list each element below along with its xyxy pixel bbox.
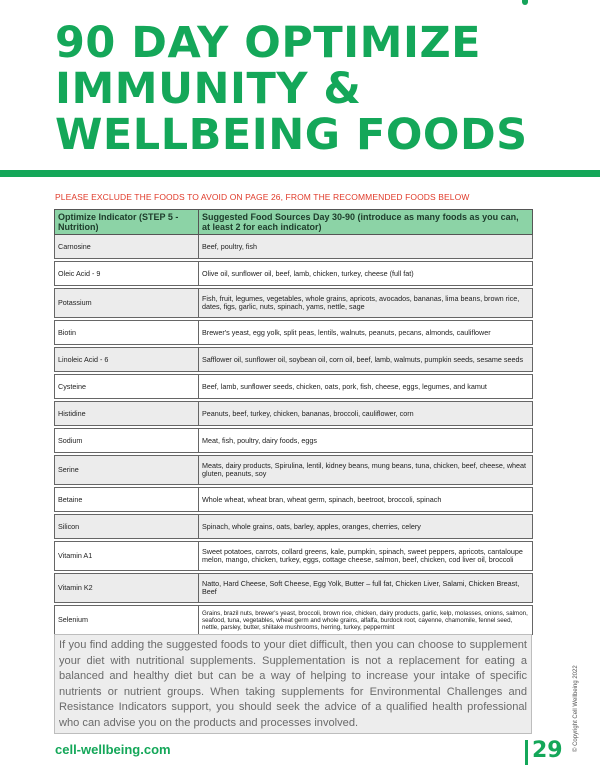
indicator-cell: Cysteine	[55, 375, 199, 399]
indicator-cell: Potassium	[55, 289, 199, 318]
table-row	[55, 262, 533, 286]
foods-cell: Whole wheat, wheat bran, wheat germ, spinach, beetroot, broccoli, spinach	[199, 488, 533, 512]
foods-cell: Brewer's yeast, egg yolk, split peas, lentils, walnuts, peanuts, pecans, almonds, cauliflower	[199, 321, 533, 345]
page-title: 90 DAY OPTIMIZE IMMUNITY & WELLBEING FOODS	[55, 18, 528, 160]
table-row	[55, 429, 533, 453]
foods-cell: Sweet potatoes, carrots, collard greens, kale, pumpkin, spinach, sweet peppers, apricots, cantaloupe melon, mango, chicken, turkey, eggs, cottage cheese, salmon, beef, chicken, cod liver oil, broccoli	[199, 542, 533, 571]
foods-cell: Beef, poultry, fish	[199, 235, 533, 259]
indicator-cell: Silicon	[55, 515, 199, 539]
corner-brand-mark	[522, 0, 528, 5]
foods-cell: Fish, fruit, legumes, vegetables, whole grains, apricots, avocados, bananas, lima beans, brown rice, dates, figs, garlic, nuts, spinach, yams, nettle, sage	[199, 289, 533, 318]
foods-table	[54, 209, 533, 635]
title-divider	[0, 170, 600, 177]
indicator-cell: Histidine	[55, 402, 199, 426]
table-row	[55, 606, 533, 635]
page-number: 29	[532, 738, 563, 763]
table-row	[55, 375, 533, 399]
supplement-note: If you find adding the suggested foods to your diet difficult, then you can choose to supplement your diet with nutritional supplements. Supplementation is not a replacement for eating a balanced and healthy diet but can be a way of helping to increase your intake of specific nutrients or nutrient groups. When taking supplements for Environmental Challenges and Resistance Indicators support, you should seek the advice of a qualified health professional who can advise you on the products and processes involved.	[54, 634, 532, 734]
table-row	[55, 289, 533, 318]
indicator-cell: Linoleic Acid - 6	[55, 348, 199, 372]
table-header-row	[55, 210, 533, 235]
indicator-cell: Vitamin K2	[55, 574, 199, 603]
website-link[interactable]: cell-wellbeing.com	[55, 742, 171, 757]
indicator-cell: Carnosine	[55, 235, 199, 259]
foods-cell: Beef, lamb, sunflower seeds, chicken, oats, pork, fish, cheese, eggs, legumes, and kamut	[199, 375, 533, 399]
indicator-cell: Serine	[55, 456, 199, 485]
foods-cell: Meat, fish, poultry, dairy foods, eggs	[199, 429, 533, 453]
column-header-indicator: Optimize Indicator (STEP 5 - Nutrition)	[55, 210, 199, 235]
copyright-notice: © Copyright Cell Wellbeing 2022	[573, 665, 579, 752]
foods-cell: Safflower oil, sunflower oil, soybean oil, corn oil, beef, lamb, walmuts, pumpkin seeds, sesame seeds	[199, 348, 533, 372]
exclusion-notice: PLEASE EXCLUDE THE FOODS TO AVOID ON PAGE 26, FROM THE RECOMMENDED FOODS BELOW	[55, 192, 470, 202]
indicator-cell: Vitamin A1	[55, 542, 199, 571]
foods-cell: Grains, brazil nuts, brewer's yeast, broccoli, brown rice, chicken, dairy products, garlic, kelp, molasses, onions, salmon, seafood, tuna, vegetables, wheat germ and whole grains, alfalfa, burdock root, cayenne, chamomile, fennel seed, nettle, parsley, butter, shiitake mushrooms, herring, turkey, peppermint	[199, 606, 533, 635]
table-row	[55, 235, 533, 259]
table-row	[55, 542, 533, 571]
indicator-cell: Sodium	[55, 429, 199, 453]
page-number-bar	[525, 740, 528, 765]
table-row	[55, 574, 533, 603]
table-row	[55, 348, 533, 372]
foods-cell: Natto, Hard Cheese, Soft Cheese, Egg Yolk, Butter – full fat, Chicken Liver, Salami, Chicken Breast, Beef	[199, 574, 533, 603]
indicator-cell: Betaine	[55, 488, 199, 512]
indicator-cell: Selenium	[55, 606, 199, 635]
table-row	[55, 456, 533, 485]
foods-cell: Meats, dairy products, Spirulina, lentil, kidney beans, mung beans, tuna, chicken, beef, cheese, wheat gluten, peanuts, soy	[199, 456, 533, 485]
foods-cell: Peanuts, beef, turkey, chicken, bananas, broccoli, cauliflower, corn	[199, 402, 533, 426]
column-header-food-sources: Suggested Food Sources Day 30-90 (introduce as many foods as you can, at least 2 for each indicator)	[199, 210, 533, 235]
foods-cell: Spinach, whole grains, oats, barley, apples, oranges, cherries, celery	[199, 515, 533, 539]
indicator-cell: Oleic Acid - 9	[55, 262, 199, 286]
table-row	[55, 321, 533, 345]
table-row	[55, 402, 533, 426]
foods-cell: Olive oil, sunflower oil, beef, lamb, chicken, turkey, cheese (full fat)	[199, 262, 533, 286]
table-row	[55, 515, 533, 539]
indicator-cell: Biotin	[55, 321, 199, 345]
table-row	[55, 488, 533, 512]
